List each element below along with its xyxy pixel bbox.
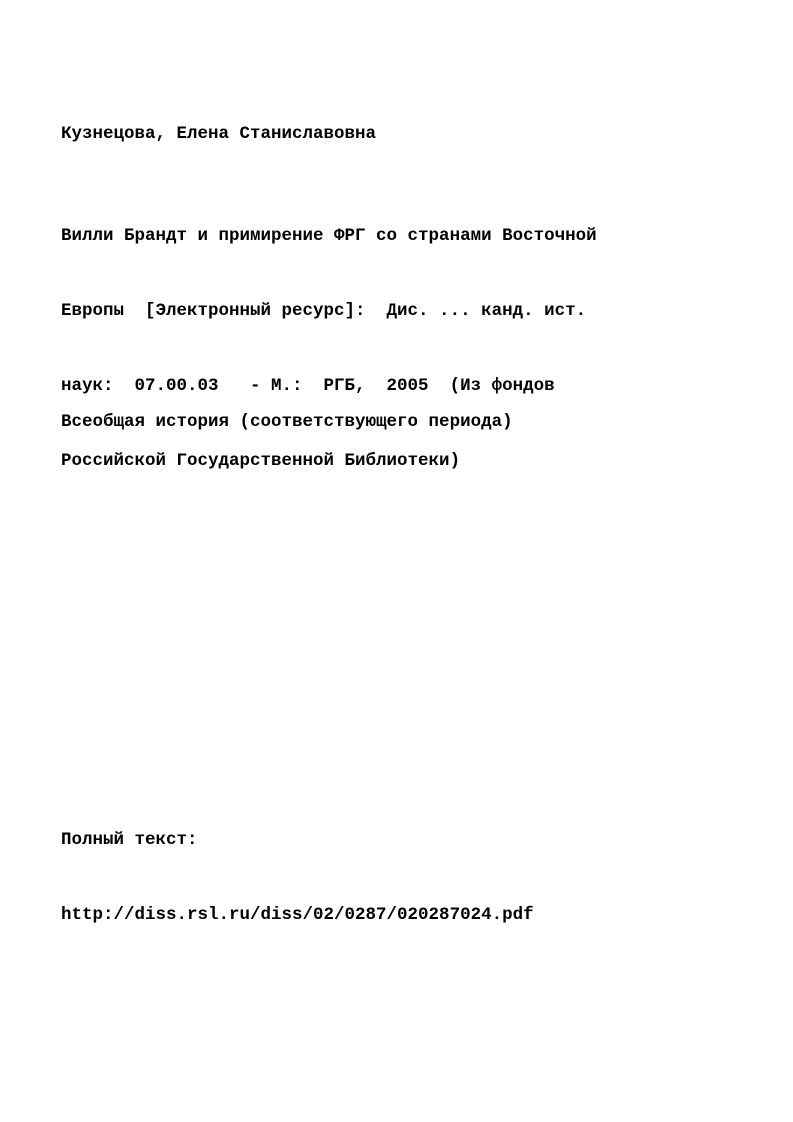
title-line: Вилли Брандт и примирение ФРГ со странами Восточной xyxy=(61,226,597,246)
subject-heading: Всеобщая история (соответствующего периода) xyxy=(61,412,513,432)
title-line: Российской Государственной Библиотеки) xyxy=(61,451,461,471)
bibliographic-title xyxy=(61,174,761,524)
fulltext-url[interactable]: http://diss.rsl.ru/diss/02/0287/020287024.pdf xyxy=(61,905,534,925)
title-line: наук: 07.00.03 - М.: РГБ, 2005 (Из фондов xyxy=(61,376,555,396)
fulltext-section xyxy=(61,778,761,978)
title-line: Европы [Электронный ресурс]: Дис. ... канд. ист. xyxy=(61,301,587,321)
author-name: Кузнецова, Елена Станиславовна xyxy=(61,124,377,144)
fulltext-label: Полный текст: xyxy=(61,830,198,850)
